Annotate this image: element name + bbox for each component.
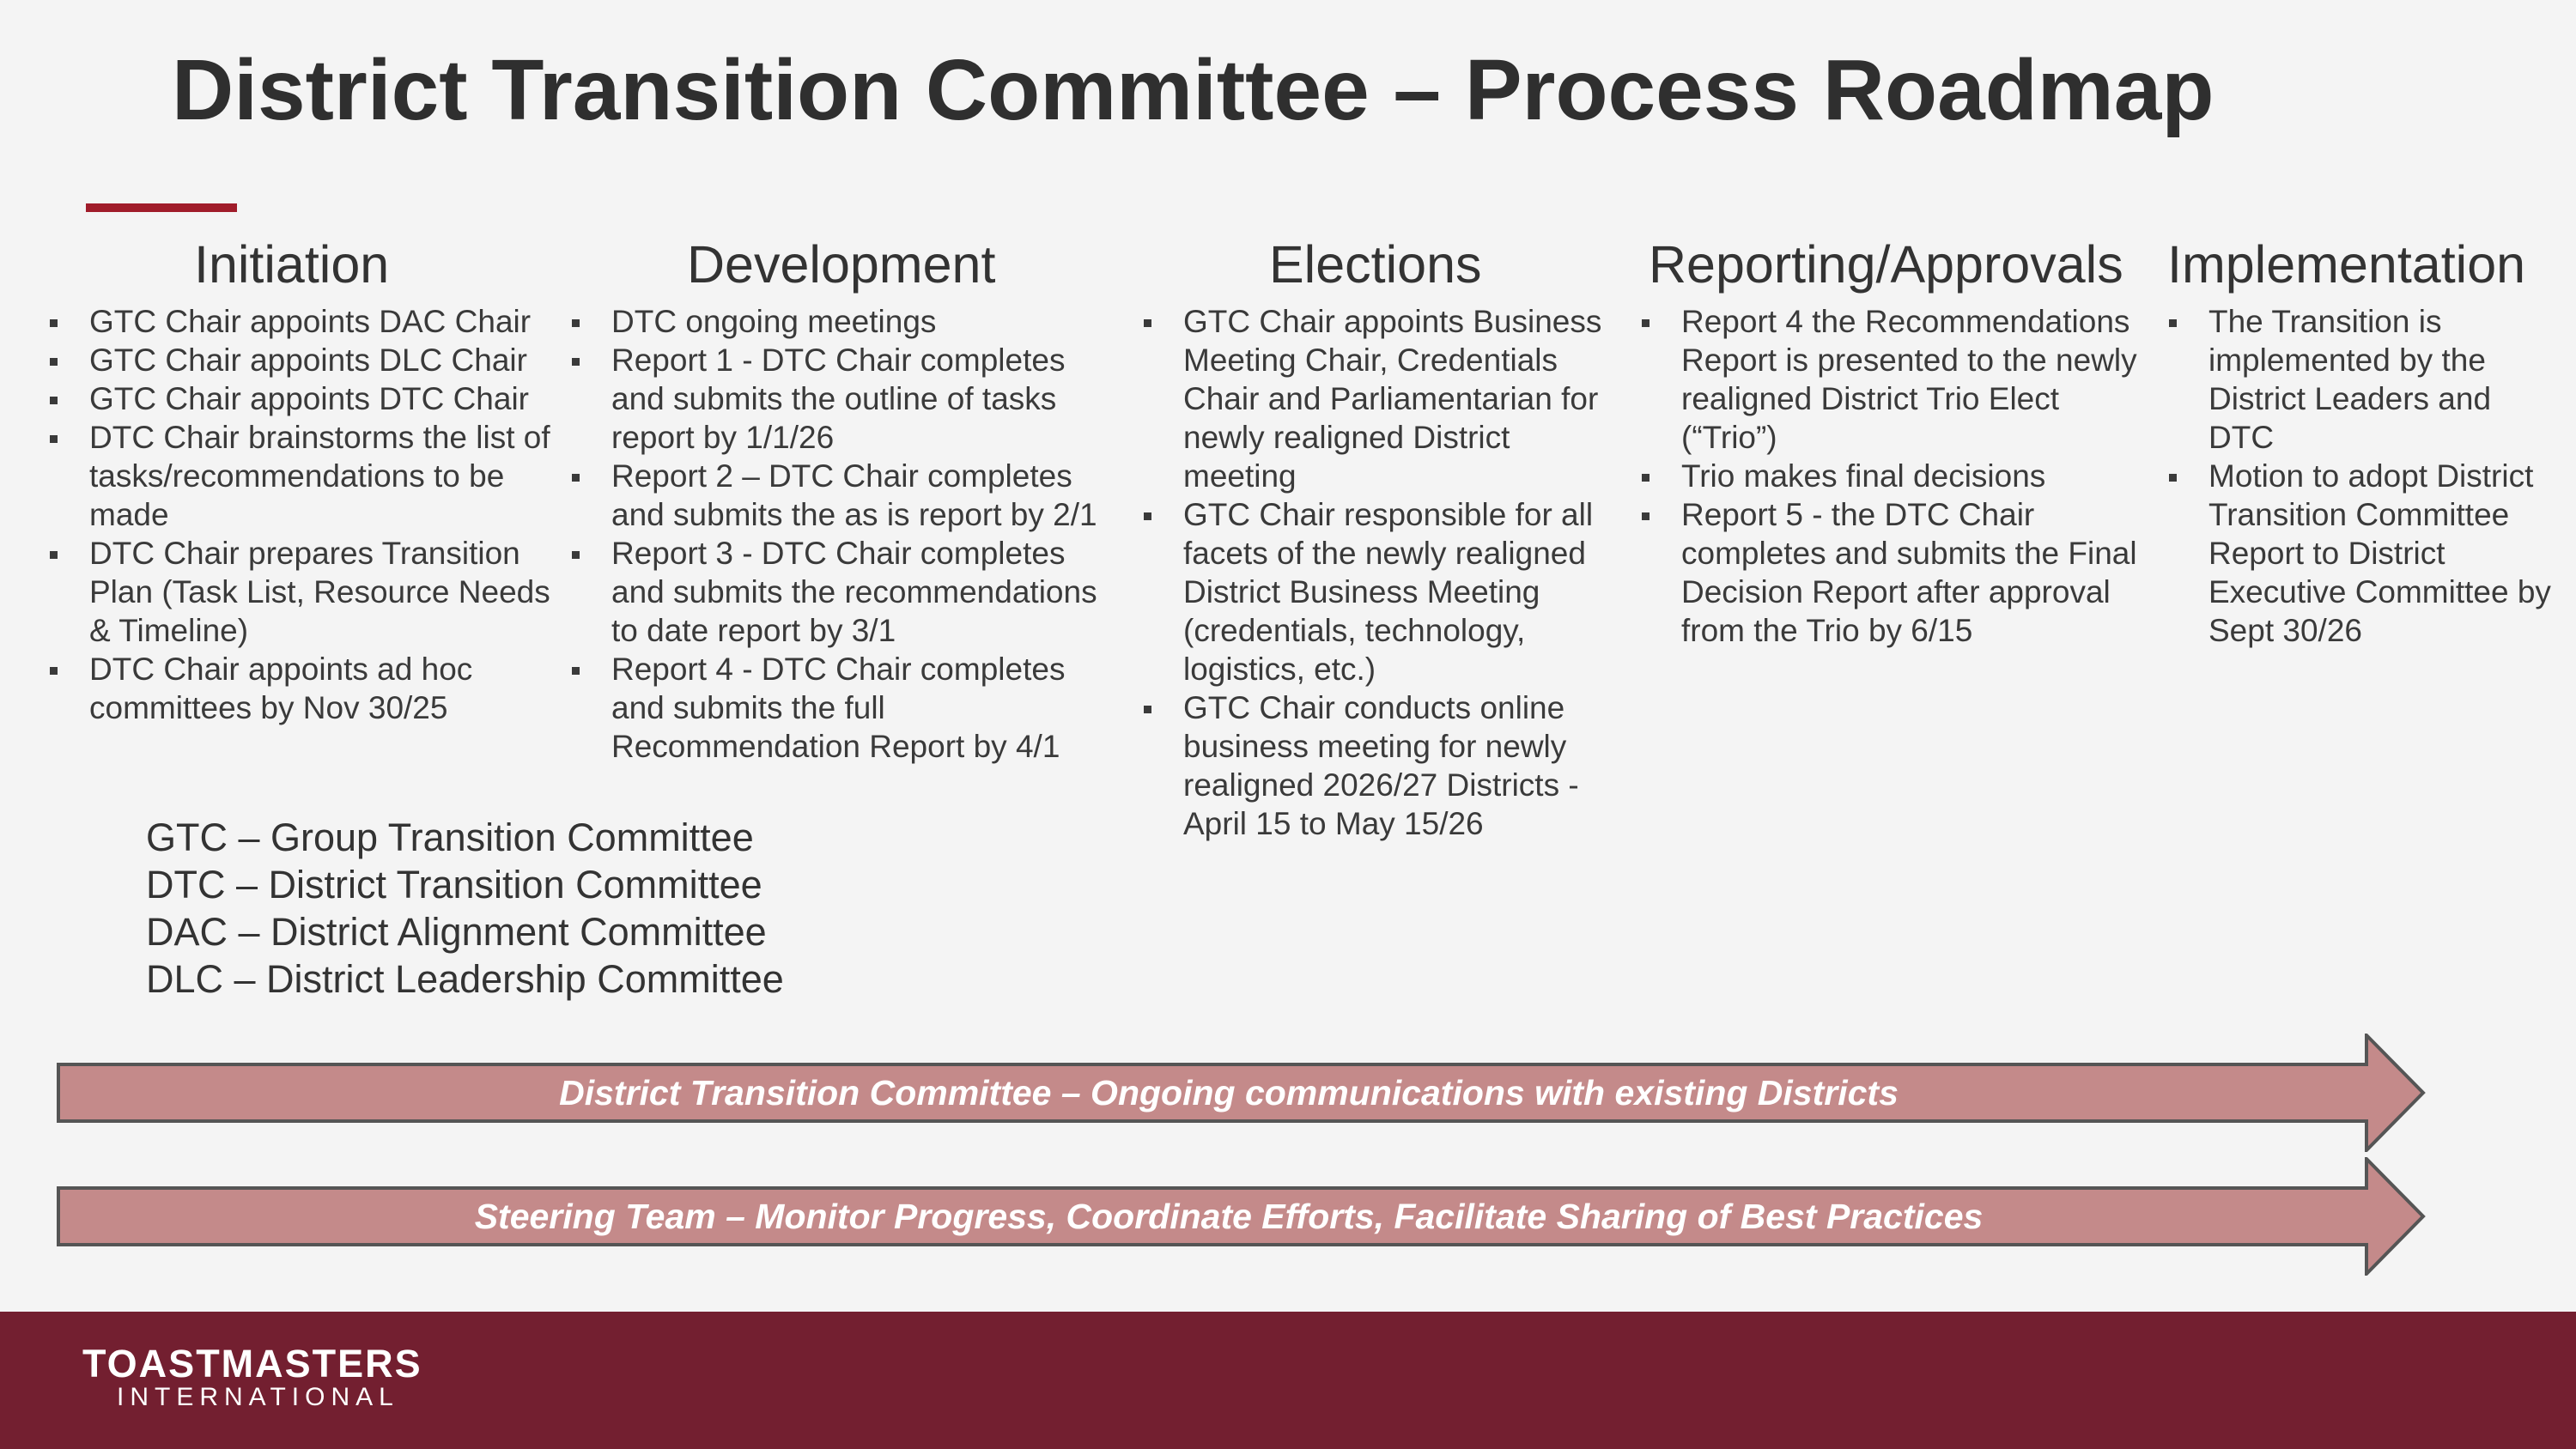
list-item: GTC Chair appoints DAC Chair — [48, 302, 563, 341]
phase-task-list — [48, 302, 563, 727]
list-item: Report 4 the Recommendations Report is presented to the newly realigned District Trio Elect (“Trio”) — [1640, 302, 2155, 457]
phase-heading: Development — [687, 235, 996, 294]
list-item: Report 3 - DTC Chair completes and submits the recommendations to date report by 3/1 — [570, 534, 1120, 650]
list-item: The Transition is implemented by the District Leaders and DTC — [2167, 302, 2562, 457]
logo-wordmark: TOASTMASTERS — [82, 1342, 422, 1385]
communications-arrow — [57, 1034, 2427, 1152]
title-accent-rule — [86, 203, 237, 212]
phase-column-reporting-approvals — [1640, 230, 2155, 650]
list-item: GTC Chair appoints DLC Chair — [48, 341, 563, 379]
phase-task-list — [2167, 302, 2562, 650]
abbreviation-line: DTC – District Transition Committee — [146, 863, 762, 906]
list-item: GTC Chair responsible for all facets of the newly realigned District Business Meeting (credentials, technology, logistics, etc.) — [1142, 495, 1623, 688]
list-item: Report 5 - the DTC Chair completes and submits the Final Decision Report after approval from the Trio by 6/15 — [1640, 495, 2155, 650]
phase-heading: Initiation — [194, 235, 390, 294]
footer-bar — [0, 1312, 2576, 1449]
list-item: Trio makes final decisions — [1640, 457, 2155, 495]
list-item: Report 2 – DTC Chair completes and submits the as is report by 2/1 — [570, 457, 1120, 534]
phase-column-development — [570, 230, 1120, 766]
list-item: GTC Chair appoints Business Meeting Chair, Credentials Chair and Parliamentarian for newly realigned District meeting — [1142, 302, 1623, 495]
phase-column-implementation — [2167, 230, 2562, 650]
list-item: DTC Chair appoints ad hoc committees by Nov 30/25 — [48, 650, 563, 727]
phase-task-list — [1142, 302, 1623, 843]
phase-column-initiation — [48, 230, 563, 727]
list-item: DTC Chair brainstorms the list of tasks/recommendations to be made — [48, 418, 563, 534]
list-item: Motion to adopt District Transition Committee Report to District Executive Committee by Sept 30/26 — [2167, 457, 2562, 650]
abbreviation-line: DLC – District Leadership Committee — [146, 957, 784, 1001]
abbreviations-legend — [146, 814, 784, 1003]
phase-heading: Reporting/Approvals — [1649, 235, 2123, 294]
toastmasters-logo — [82, 1344, 422, 1411]
logo-subtitle: INTERNATIONAL — [117, 1383, 399, 1411]
list-item: DTC Chair prepares Transition Plan (Task List, Resource Needs & Timeline) — [48, 534, 563, 650]
arrow-label: Steering Team – Monitor Progress, Coordinate Efforts, Facilitate Sharing of Best Practices — [474, 1197, 1984, 1236]
list-item: DTC ongoing meetings — [570, 302, 1120, 341]
list-item: Report 1 - DTC Chair completes and submits the outline of tasks report by 1/1/26 — [570, 341, 1120, 457]
list-item: Report 4 - DTC Chair completes and submits the full Recommendation Report by 4/1 — [570, 650, 1120, 766]
phase-heading: Implementation — [2167, 235, 2526, 294]
page-title: District Transition Committee – Process Roadmap — [172, 42, 2215, 138]
list-item: GTC Chair conducts online business meeting for newly realigned 2026/27 Districts - April 15 to May 15/26 — [1142, 688, 1623, 843]
abbreviation-line: GTC – Group Transition Committee — [146, 815, 754, 859]
abbreviation-line: DAC – District Alignment Committee — [146, 910, 767, 954]
arrow-label: District Transition Committee – Ongoing communications with existing Districts — [559, 1073, 1899, 1113]
phase-heading: Elections — [1269, 235, 1482, 294]
phase-task-list — [1640, 302, 2155, 650]
phase-task-list — [570, 302, 1120, 766]
list-item: GTC Chair appoints DTC Chair — [48, 379, 563, 418]
phase-column-elections — [1142, 230, 1623, 843]
steering-team-arrow — [57, 1157, 2427, 1276]
